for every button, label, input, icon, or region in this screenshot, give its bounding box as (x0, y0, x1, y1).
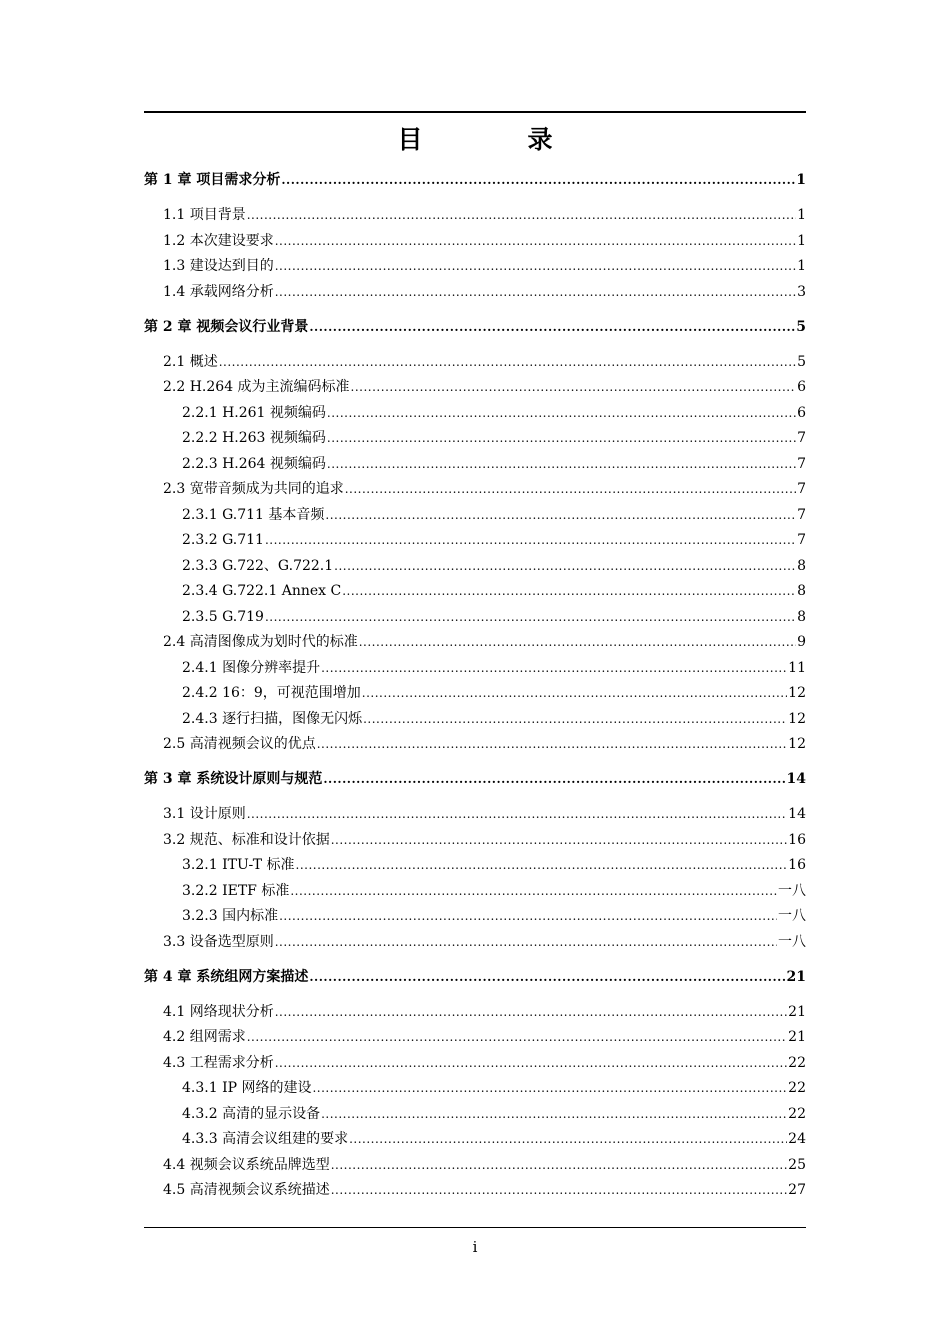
page-title: 目 录 (397, 125, 593, 154)
toc-entry-title: 2.4.3 逐行扫描，图像无闪烁 (182, 710, 363, 727)
toc-entry-page: 1 (797, 258, 806, 274)
toc-entry-title: 2.5 高清视频会议的优点 (163, 736, 316, 752)
toc-entry[interactable] (144, 881, 806, 901)
toc-entry-title: 1.1 项目背景 (163, 207, 246, 223)
toc-entry[interactable] (144, 1129, 806, 1149)
toc-entry-page: 一八 (778, 933, 806, 950)
toc-entry[interactable] (144, 607, 806, 627)
toc-entry-page: 7 (797, 455, 806, 472)
toc-entry-title: 第 1 章 项目需求分析 (144, 172, 281, 188)
toc-leader-dots (317, 734, 787, 754)
toc-leader-dots (275, 932, 777, 952)
toc-leader-dots (309, 967, 785, 987)
toc-entry-title: 4.2 组网需求 (163, 1029, 246, 1045)
toc-entry[interactable] (144, 231, 806, 251)
toc-entry-title: 2.2.1 H.261 视频编码 (182, 404, 326, 421)
toc-leader-dots (219, 352, 796, 372)
toc-entry-title: 2.4 高清图像成为划时代的标准 (163, 634, 358, 650)
toc-leader-dots (331, 1180, 787, 1200)
footer-rule (144, 1227, 806, 1228)
toc-entry-title: 3.3 设备选型原则 (163, 933, 274, 950)
toc-leader-dots (275, 231, 796, 251)
toc-entry-title: 2.4.2 16：9，可视范围增加 (182, 685, 361, 701)
toc-leader-dots (331, 830, 787, 850)
toc-entry-title: 2.2 H.264 成为主流编码标准 (163, 379, 350, 395)
toc-entry[interactable] (144, 256, 806, 276)
toc-entry-title: 2.2.3 H.264 视频编码 (182, 455, 326, 472)
toc-entry-page: 21 (786, 968, 806, 985)
toc-entry-page: 5 (796, 318, 806, 335)
toc-entry-title: 3.2 规范、标准和设计依据 (163, 831, 330, 848)
toc-entry-page: 7 (797, 430, 806, 446)
toc-leader-dots (327, 403, 796, 423)
toc-entry-page: 22 (788, 1105, 806, 1122)
toc-entry-page: 14 (788, 806, 806, 822)
toc-entry-page: 1 (797, 232, 806, 249)
toc-entry[interactable] (144, 932, 806, 952)
toc-entry-title: 2.3.5 G.719 (182, 608, 264, 625)
toc-entry[interactable] (144, 205, 806, 225)
toc-entry-title: 2.3.3 G.722、G.722.1 (182, 557, 334, 574)
toc-leader-dots (351, 377, 797, 397)
toc-entry[interactable] (144, 505, 806, 525)
toc-entry-page: 12 (788, 736, 806, 752)
toc-entry-page: 6 (797, 379, 806, 395)
toc-entry-title: 3.2.2 IETF 标准 (182, 882, 290, 899)
toc-entry-title: 2.3 宽带音频成为共同的追求 (163, 481, 344, 497)
toc-leader-dots (323, 769, 785, 789)
toc-entry-title: 1.2 本次建设要求 (163, 232, 274, 249)
toc-entry[interactable] (144, 352, 806, 372)
toc-leader-dots (345, 479, 796, 499)
toc-entry-title: 3.2.3 国内标准 (182, 908, 279, 924)
toc-entry[interactable] (144, 830, 806, 850)
toc-entry-title: 2.3.4 G.722.1 Annex C (182, 583, 342, 599)
toc-entry[interactable] (144, 1027, 806, 1047)
toc-entry-title: 4.1 网络现状分析 (163, 1003, 274, 1020)
toc-entry-page: 12 (788, 685, 806, 701)
toc-entry[interactable] (144, 377, 806, 397)
toc-entry[interactable] (144, 454, 806, 474)
toc-entry-page: 24 (788, 1131, 806, 1147)
toc-entry[interactable] (144, 658, 806, 678)
toc-entry[interactable] (144, 1078, 806, 1098)
toc-entry[interactable] (144, 632, 806, 652)
toc-leader-dots (275, 282, 796, 302)
toc-leader-dots (327, 428, 796, 448)
toc-leader-dots (327, 454, 796, 474)
toc-entry-page: 16 (788, 857, 806, 873)
page-number: i (472, 1238, 478, 1256)
toc-entry-title: 2.1 概述 (163, 353, 218, 370)
toc-entry-title: 2.3.2 G.711 (182, 532, 264, 548)
toc-leader-dots (334, 556, 796, 576)
toc-entry-title: 2.2.2 H.263 视频编码 (182, 430, 326, 446)
toc-leader-dots (362, 683, 787, 703)
toc-entry-title: 4.3.1 IP 网络的建设 (182, 1080, 312, 1096)
toc-chapter-entry[interactable] (144, 170, 806, 190)
toc-leader-dots (279, 906, 777, 926)
toc-entry-title: 4.3.2 高清的显示设备 (182, 1105, 321, 1122)
toc-entry-title: 第 3 章 系统设计原则与规范 (144, 771, 323, 787)
toc-leader-dots (265, 530, 796, 550)
toc-entry-page: 一八 (778, 908, 806, 924)
toc-entry[interactable] (144, 709, 806, 729)
toc-leader-dots (275, 1002, 787, 1022)
toc-leader-dots (265, 607, 796, 627)
toc-entry[interactable] (144, 683, 806, 703)
toc-leader-dots (247, 1027, 787, 1047)
toc-entry[interactable] (144, 530, 806, 550)
toc-entry[interactable] (144, 282, 806, 302)
toc-entry-title: 2.4.1 图像分辨率提升 (182, 659, 321, 676)
toc-leader-dots (275, 256, 796, 276)
toc-entry-page: 14 (786, 771, 806, 787)
toc-entry-title: 2.3.1 G.711 基本音频 (182, 506, 325, 523)
toc-entry-page: 8 (797, 557, 806, 574)
toc-leader-dots (247, 205, 796, 225)
toc-entry[interactable] (144, 403, 806, 423)
toc-entry-title: 4.5 高清视频会议系统描述 (163, 1182, 330, 1198)
toc-entry-title: 4.4 视频会议系统品牌选型 (163, 1156, 330, 1173)
toc-entry[interactable] (144, 428, 806, 448)
toc-chapter-entry[interactable] (144, 769, 806, 789)
toc-entry-page: 22 (788, 1054, 806, 1071)
toc-entry-page: 3 (797, 283, 806, 300)
toc-entry-page: 11 (788, 659, 806, 676)
toc-entry-title: 1.4 承载网络分析 (163, 283, 274, 300)
toc-leader-dots (296, 855, 788, 875)
toc-chapter-entry[interactable] (144, 317, 806, 337)
toc-entry-page: 7 (797, 481, 806, 497)
toc-leader-dots (247, 804, 787, 824)
toc-entry-page: 6 (797, 404, 806, 421)
toc-entry[interactable] (144, 734, 806, 754)
toc-entry-title: 4.3 工程需求分析 (163, 1054, 274, 1071)
toc-entry[interactable] (144, 1053, 806, 1073)
toc-leader-dots (281, 170, 795, 190)
toc-entry-page: 一八 (778, 882, 806, 899)
toc-entry-page: 22 (788, 1080, 806, 1096)
toc-entry-page: 9 (797, 634, 806, 650)
toc-leader-dots (309, 317, 795, 337)
toc-entry[interactable] (144, 556, 806, 576)
toc-chapter-entry[interactable] (144, 967, 806, 987)
toc-entry-title: 4.3.3 高清会议组建的要求 (182, 1131, 349, 1147)
toc-entry[interactable] (144, 804, 806, 824)
toc-leader-dots (275, 1053, 787, 1073)
header-rule (144, 111, 806, 113)
toc-entry[interactable] (144, 1002, 806, 1022)
toc-entry[interactable] (144, 1180, 806, 1200)
toc-entry[interactable] (144, 479, 806, 499)
toc-entry[interactable] (144, 855, 806, 875)
toc-entry-page: 21 (788, 1003, 806, 1020)
toc-entry-title: 3.1 设计原则 (163, 806, 246, 822)
toc-entry[interactable] (144, 581, 806, 601)
toc-leader-dots (331, 1155, 787, 1175)
toc-entry-title: 3.2.1 ITU-T 标准 (182, 857, 295, 873)
toc-entry-page: 1 (796, 172, 806, 188)
toc-entry-page: 27 (788, 1182, 806, 1198)
toc-entry-page: 8 (797, 608, 806, 625)
toc-entry[interactable] (144, 1155, 806, 1175)
toc-entry-page: 12 (788, 710, 806, 727)
toc-entry-page: 21 (788, 1029, 806, 1045)
toc-leader-dots (349, 1129, 787, 1149)
toc-entry-page: 25 (788, 1156, 806, 1173)
toc-entry-page: 1 (797, 207, 806, 223)
toc-entry-title: 第 4 章 系统组网方案描述 (144, 968, 309, 985)
toc-leader-dots (342, 581, 796, 601)
toc-entry-page: 16 (788, 831, 806, 848)
toc-entry-page: 7 (797, 506, 806, 523)
toc-leader-dots (363, 709, 787, 729)
toc-entry[interactable] (144, 1104, 806, 1124)
toc-entry-title: 1.3 建设达到目的 (163, 258, 274, 274)
toc-leader-dots (359, 632, 796, 652)
toc-leader-dots (321, 1104, 787, 1124)
toc-entry[interactable] (144, 906, 806, 926)
toc-leader-dots (321, 658, 787, 678)
toc-leader-dots (290, 881, 777, 901)
toc-entry-title: 第 2 章 视频会议行业背景 (144, 318, 309, 335)
toc-leader-dots (312, 1078, 787, 1098)
toc-entry-page: 5 (797, 353, 806, 370)
toc-leader-dots (325, 505, 796, 525)
toc-entry-page: 8 (797, 583, 806, 599)
toc-entry-page: 7 (797, 532, 806, 548)
